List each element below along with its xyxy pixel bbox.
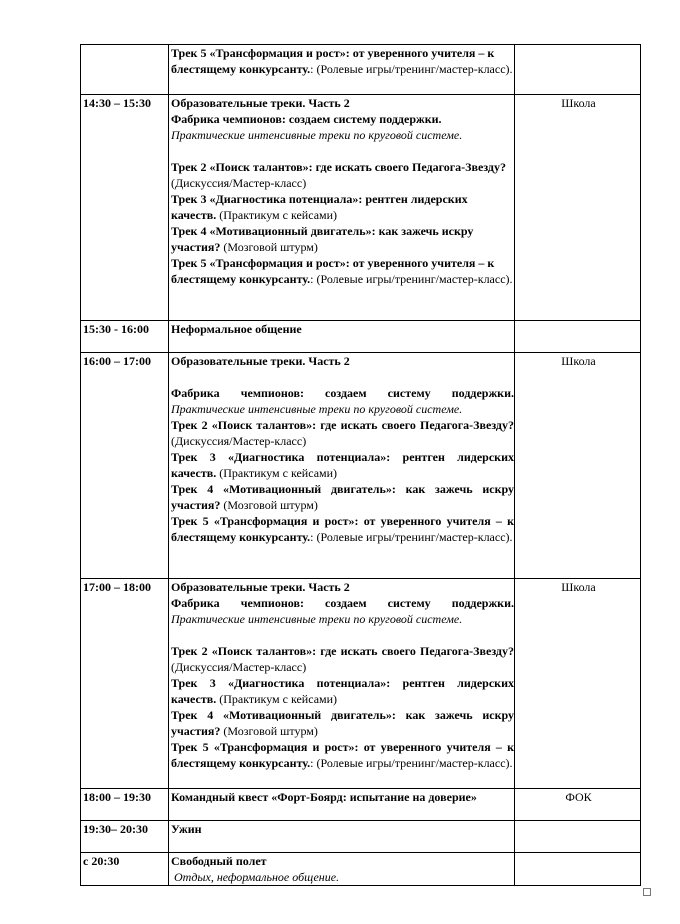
activity-cell <box>169 853 515 886</box>
activity-cell <box>169 353 515 579</box>
track-item: Трек 4 «Мотивационный двигатель»: как зажечь искру участия? (Мозговой штурм) <box>171 482 514 512</box>
schedule-row <box>81 321 641 353</box>
place-cell: Школа <box>515 353 641 579</box>
place-cell <box>515 45 641 95</box>
schedule-row <box>81 353 641 579</box>
track-item: Трек 5 «Трансформация и рост»: от уверенного учителя – к блестящему конкурсанту.: (Ролевые игры/тренинг/мастер-класс). <box>171 740 514 770</box>
track-item: Трек 2 «Поиск талантов»: где искать своего Педагога-Звезду? (Дискуссия/Мастер-класс) <box>171 160 506 190</box>
schedule-row <box>81 579 641 789</box>
note-text: Отдых, неформальное общение. <box>174 870 340 884</box>
intro-text: Фабрика чемпионов: создаем систему поддержки. Практические интенсивные треки по круговой системе. <box>171 596 514 626</box>
track-item: Трек 4 «Мотивационный двигатель»: как зажечь искру участия? (Мозговой штурм) <box>171 224 474 254</box>
place-cell: ФОК <box>515 789 641 821</box>
place-cell: Школа <box>515 95 641 321</box>
resize-handle[interactable] <box>643 888 651 896</box>
place-cell <box>515 853 641 886</box>
schedule-row-continuation <box>81 45 641 95</box>
activity-cell: Командный квест «Форт-Боярд: испытание на доверие» <box>169 789 515 821</box>
track-item: Трек 2 «Поиск талантов»: где искать своего Педагога-Звезду? (Дискуссия/Мастер-класс) <box>171 644 514 674</box>
section-heading: Свободный полет <box>171 854 267 868</box>
track-item: Трек 5 «Трансформация и рост»: от уверенного учителя – к блестящему конкурсанту.: (Ролевые игры/тренинг/мастер-класс). <box>171 256 513 286</box>
place-cell: Школа <box>515 579 641 789</box>
track-item: Трек 2 «Поиск талантов»: где искать своего Педагога-Звезду? (Дискуссия/Мастер-класс) <box>171 418 514 448</box>
activity-cell: Неформальное общение <box>169 321 515 353</box>
activity-cell: Ужин <box>169 821 515 853</box>
activity-cell <box>169 579 515 789</box>
place-cell <box>515 321 641 353</box>
intro-text: Фабрика чемпионов: создаем систему поддержки. Практические интенсивные треки по круговой системе. <box>171 386 514 416</box>
track-item: Трек 5 «Трансформация и рост»: от уверенного учителя – к блестящему конкурсанту.: (Ролевые игры/тренинг/мастер-класс). <box>171 514 514 544</box>
time-cell: 19:30– 20:30 <box>81 821 169 853</box>
intro-text: Фабрика чемпионов: создаем систему поддержки. Практические интенсивные треки по круговой системе. <box>171 112 463 142</box>
section-heading: Образовательные треки. Часть 2 <box>171 96 350 110</box>
activity-cell <box>169 95 515 321</box>
track-item: Трек 4 «Мотивационный двигатель»: как зажечь искру участия? (Мозговой штурм) <box>171 708 514 738</box>
track-format: : (Ролевые игры/тренинг/мастер-класс). <box>310 62 513 76</box>
track-item: Трек 3 «Диагностика потенциала»: рентген лидерских качеств. (Практикум с кейсами) <box>171 450 514 480</box>
schedule-row <box>81 789 641 821</box>
time-cell: 17:00 – 18:00 <box>81 579 169 789</box>
track-title: Трек 5 «Трансформация и рост»: от уверенного учителя – к блестящему конкурсанту. <box>171 46 495 76</box>
time-cell: 18:00 – 19:30 <box>81 789 169 821</box>
time-cell: 16:00 – 17:00 <box>81 353 169 579</box>
section-heading: Образовательные треки. Часть 2 <box>171 580 350 594</box>
schedule-row <box>81 853 641 886</box>
activity-cell <box>169 45 515 95</box>
time-cell <box>81 45 169 95</box>
time-cell: 15:30 - 16:00 <box>81 321 169 353</box>
schedule-row <box>81 821 641 853</box>
track-item: Трек 3 «Диагностика потенциала»: рентген лидерских качеств. (Практикум с кейсами) <box>171 676 514 706</box>
track-item: Трек 3 «Диагностика потенциала»: рентген лидерских качеств. (Практикум с кейсами) <box>171 192 468 222</box>
schedule-row <box>81 95 641 321</box>
place-cell <box>515 821 641 853</box>
section-heading: Образовательные треки. Часть 2 <box>171 354 350 368</box>
schedule-table <box>80 44 641 886</box>
time-cell: 14:30 – 15:30 <box>81 95 169 321</box>
time-cell: с 20:30 <box>81 853 169 886</box>
